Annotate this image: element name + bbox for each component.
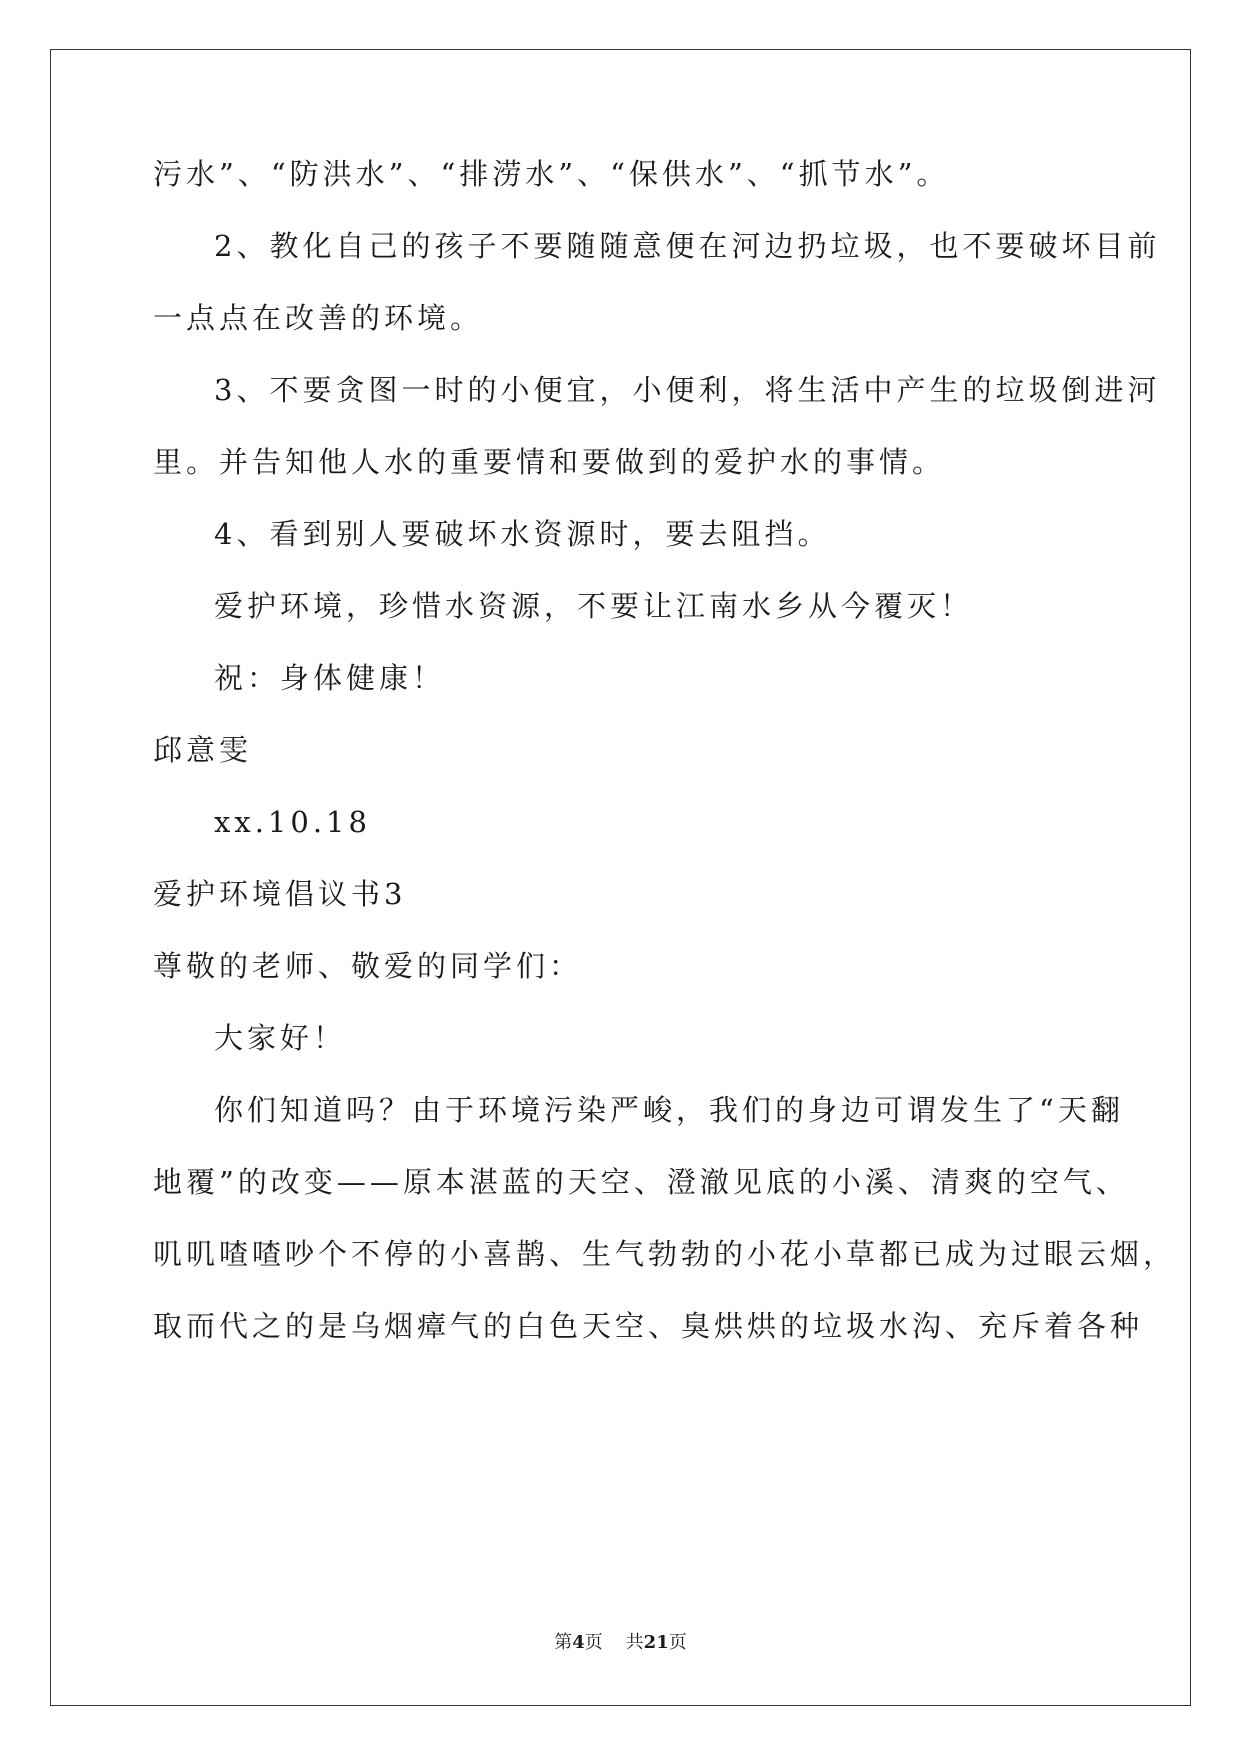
text-line: 3、不要贪图一时的小便宜，小便利，将生活中产生的垃圾倒进河 [214,373,1161,407]
footer-total-suffix: 页 [668,1632,687,1653]
greeting: 大家好！ [214,1021,347,1055]
text-line: 爱护环境，珍惜水资源，不要让江南水乡从今覆灭！ [214,589,974,623]
page-footer [0,1634,1241,1652]
footer-page-suffix: 页 [584,1632,603,1653]
footer-total-prefix: 共 [625,1632,644,1653]
text-line: 2、教化自己的孩子不要随随意便在河边扔垃圾，也不要破坏目前 [214,229,1161,263]
total-pages: 21 [643,1632,669,1653]
text-line: 一点点在改善的环境。 [153,301,484,335]
signature-name: 邱意雯 [153,733,253,767]
text-line: 取而代之的是乌烟瘴气的白色天空、臭烘烘的垃圾水沟、充斥着各种 [153,1309,1144,1343]
text-line: 4、看到别人要破坏水资源时，要去阻挡。 [214,517,831,551]
signature-date: xx.10.18 [214,805,371,839]
footer-prefix: 第 [554,1632,573,1653]
text-line: 叽叽喳喳吵个不停的小喜鹊、生气勃勃的小花小草都已成为过眼云烟， [153,1237,1177,1271]
section-title: 爱护环境倡议书3 [153,877,407,911]
text-line: 污水”、“防洪水”、“排涝水”、“保供水”、“抓节水”。 [153,157,950,191]
text-line: 你们知道吗？由于环境污染严峻，我们的身边可谓发生了“天翻 [214,1093,1124,1127]
text-line: 里。并告知他人水的重要情和要做到的爱护水的事情。 [153,445,946,479]
page-number: 4 [572,1632,585,1653]
closing-salutation: 祝：身体健康！ [214,661,446,695]
text-line: 地覆”的改变——原本湛蓝的天空、澄澈见底的小溪、清爽的空气、 [153,1165,1129,1199]
greeting-recipients: 尊敬的老师、敬爱的同学们： [153,949,583,983]
